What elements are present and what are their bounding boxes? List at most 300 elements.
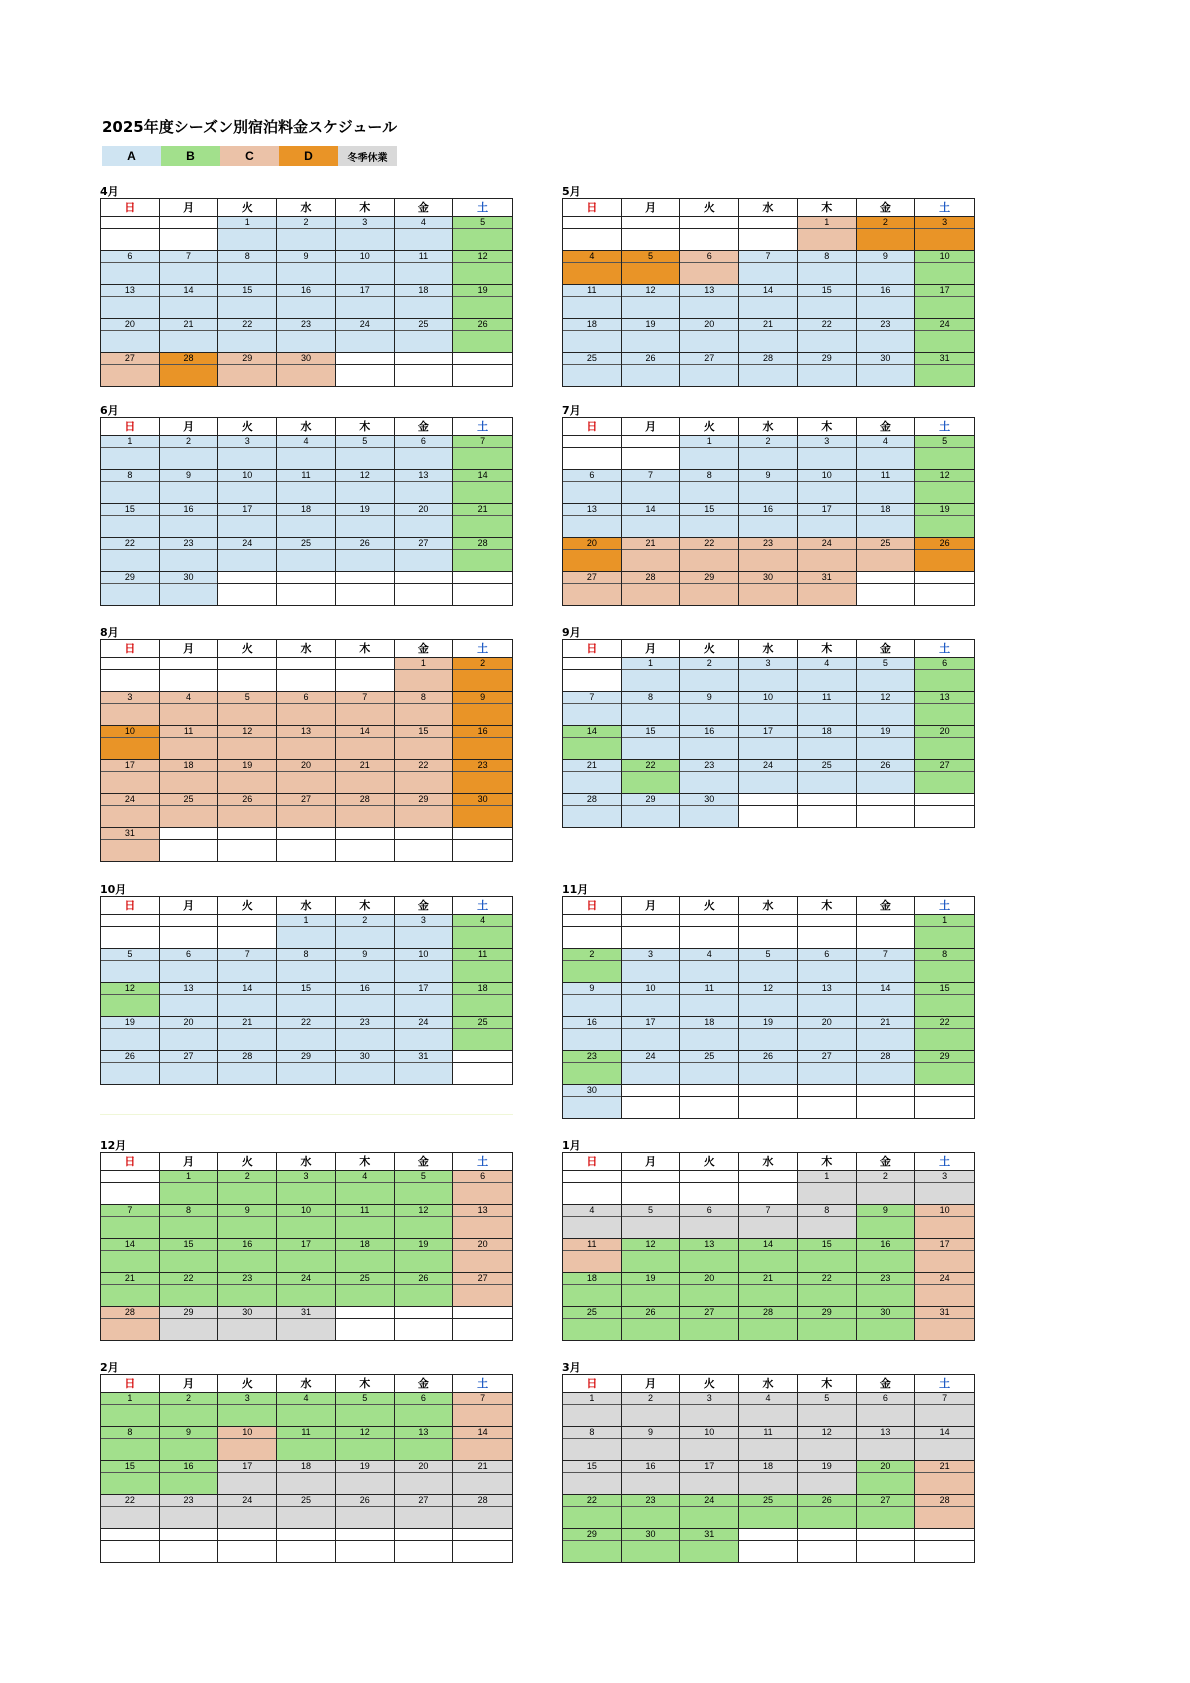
day-cell [218,726,277,759]
week-row [101,285,512,319]
day-cell [277,1461,336,1494]
day-number: 26 [857,760,915,772]
day-number: 12 [336,1427,394,1439]
weekday-label: 土 [939,1155,951,1168]
day-number: 7 [336,692,394,704]
week-row [563,1171,974,1205]
day-cell [622,353,681,386]
day-number: 2 [680,658,738,670]
empty-day-cell [336,1529,395,1562]
day-cell [622,692,681,725]
empty-day-number [798,1529,856,1541]
day-cell [336,760,395,793]
day-number: 23 [218,1273,276,1285]
day-number: 9 [563,983,621,995]
day-cell [395,1205,454,1238]
day-cell [915,1273,974,1306]
day-cell [915,915,974,948]
day-number: 25 [160,794,218,806]
day-number: 24 [739,760,797,772]
day-number: 10 [915,251,974,263]
day-number: 9 [218,1205,276,1217]
day-number: 22 [798,319,856,331]
day-number: 26 [739,1051,797,1063]
day-number: 13 [160,983,218,995]
week-row [563,572,974,605]
week-row [101,504,512,538]
day-number: 8 [160,1205,218,1217]
week-row [101,572,512,605]
day-number: 6 [160,949,218,961]
month-label: 5月 [562,185,581,198]
day-number: 9 [857,251,915,263]
day-cell [218,1205,277,1238]
day-number: 14 [739,285,797,297]
day-number: 16 [453,726,512,738]
day-number: 3 [915,1171,974,1183]
day-cell [277,1051,336,1084]
day-cell [395,1171,454,1204]
day-cell [798,1171,857,1204]
day-cell [336,436,395,469]
day-cell [622,1427,681,1460]
day-number: 8 [622,692,680,704]
day-number: 25 [453,1017,512,1029]
week-row [101,1529,512,1562]
empty-day-cell [218,915,277,948]
day-number: 29 [680,572,738,584]
empty-day-cell [915,794,974,827]
day-cell [680,436,739,469]
day-cell [277,1495,336,1528]
empty-day-cell [101,217,160,250]
weekday-label: 木 [336,897,395,914]
empty-day-number [101,1171,159,1183]
day-cell [218,760,277,793]
day-cell [160,1307,219,1340]
empty-day-number [453,1051,512,1063]
day-cell [680,353,739,386]
day-cell [622,658,681,691]
day-cell [563,1273,622,1306]
day-number: 25 [277,538,335,550]
day-number: 10 [101,726,159,738]
day-number: 27 [563,572,621,584]
empty-day-cell [739,1529,798,1562]
day-cell [680,1393,739,1426]
day-cell [680,1529,739,1562]
day-number: 18 [680,1017,738,1029]
week-row [101,1171,512,1205]
day-cell [680,1427,739,1460]
day-number: 20 [915,726,974,738]
weekday-label: 水 [739,897,798,914]
weekday-label: 火 [218,1153,277,1170]
day-number: 14 [857,983,915,995]
weekday-label: 火 [218,418,277,435]
week-row [101,1393,512,1427]
weekday-label: 金 [395,1153,454,1170]
day-cell [101,760,160,793]
day-number: 6 [857,1393,915,1405]
day-cell [680,1205,739,1238]
month-grid [562,1374,975,1563]
weekday-label: 水 [277,418,336,435]
empty-day-cell [336,353,395,386]
day-number: 17 [622,1017,680,1029]
day-cell [680,1051,739,1084]
month-label: 7月 [562,404,581,417]
weekday-label: 火 [218,1375,277,1392]
empty-day-cell [336,828,395,861]
day-cell [622,1051,681,1084]
day-number: 20 [101,319,159,331]
day-number: 5 [336,436,394,448]
day-number: 2 [336,915,394,927]
day-cell [622,983,681,1016]
day-number: 12 [798,1427,856,1439]
day-cell [680,572,739,605]
week-row [101,658,512,692]
day-cell [336,1239,395,1272]
day-number: 8 [101,470,159,482]
day-number: 9 [336,949,394,961]
day-cell [218,1171,277,1204]
day-cell [739,251,798,284]
week-row [563,251,974,285]
weekday-label: 日 [563,640,622,657]
empty-day-number [739,1171,797,1183]
day-number: 22 [395,760,453,772]
day-number: 9 [160,1427,218,1439]
day-number: 16 [218,1239,276,1251]
day-cell [277,915,336,948]
day-number: 16 [160,504,218,516]
day-number: 19 [218,760,276,772]
day-number: 11 [680,983,738,995]
day-number: 22 [101,1495,159,1507]
day-number: 6 [680,251,738,263]
day-number: 5 [622,1205,680,1217]
day-number: 7 [915,1393,974,1405]
day-cell [798,1051,857,1084]
day-cell [622,470,681,503]
day-number: 13 [680,285,738,297]
empty-day-cell [680,1171,739,1204]
day-number: 27 [915,760,974,772]
day-cell [739,504,798,537]
day-number: 4 [395,217,453,229]
day-number: 18 [277,504,335,516]
day-number: 9 [857,1205,915,1217]
day-number: 11 [277,470,335,482]
weekday-label: 火 [680,418,739,435]
weekday-label: 木 [798,199,857,216]
empty-day-cell [680,1085,739,1118]
day-cell [101,726,160,759]
day-cell [680,1461,739,1494]
day-number: 7 [101,1205,159,1217]
day-number: 1 [798,1171,856,1183]
day-number: 21 [563,760,621,772]
day-number: 27 [680,1307,738,1319]
weekday-label: 日 [563,1153,622,1170]
day-number: 16 [277,285,335,297]
day-cell [101,319,160,352]
empty-day-number [563,1171,621,1183]
day-number: 5 [101,949,159,961]
weekday-header [101,418,512,436]
day-cell [277,726,336,759]
day-cell [101,251,160,284]
day-number: 17 [218,504,276,516]
weekday-label: 月 [160,199,219,216]
day-number: 30 [563,1085,621,1097]
day-number: 15 [622,726,680,738]
month-label: 6月 [100,404,119,417]
day-number: 14 [563,726,621,738]
day-number: 7 [857,949,915,961]
day-cell [915,1205,974,1238]
day-cell [336,1495,395,1528]
day-number: 30 [277,353,335,365]
day-number: 16 [336,983,394,995]
day-cell [336,217,395,250]
day-cell [160,1171,219,1204]
day-number: 1 [798,217,856,229]
empty-day-cell [915,1529,974,1562]
day-cell [218,692,277,725]
day-number: 19 [336,1461,394,1473]
day-number: 23 [160,538,218,550]
empty-day-cell [101,915,160,948]
day-number: 8 [218,251,276,263]
weekday-label: 木 [336,199,395,216]
weekday-label: 水 [739,1153,798,1170]
day-number: 17 [915,285,974,297]
day-number: 18 [336,1239,394,1251]
day-cell [563,760,622,793]
empty-day-cell [622,915,681,948]
empty-day-cell [739,1171,798,1204]
weekday-label: 金 [857,1153,916,1170]
day-cell [563,1205,622,1238]
day-cell [857,319,916,352]
day-cell [336,538,395,571]
empty-day-number [915,1085,974,1097]
day-cell [101,1017,160,1050]
day-cell [453,794,512,827]
day-number: 16 [160,1461,218,1473]
day-number: 6 [563,470,621,482]
day-cell [277,1017,336,1050]
week-row [563,436,974,470]
day-number: 5 [218,692,276,704]
day-cell [857,726,916,759]
day-cell [101,1205,160,1238]
month-label: 11月 [562,883,589,896]
weekday-label: 月 [622,1153,681,1170]
weekday-header [563,1153,974,1171]
day-cell [622,1017,681,1050]
day-cell [915,353,974,386]
day-cell [218,436,277,469]
day-cell [622,1239,681,1272]
day-cell [857,949,916,982]
day-cell [680,692,739,725]
day-number: 18 [563,1273,621,1285]
month-label: 3月 [562,1361,581,1374]
day-number: 2 [857,1171,915,1183]
weekday-label: 日 [563,418,622,435]
day-number: 28 [101,1307,159,1319]
day-number: 10 [739,692,797,704]
day-cell [277,1427,336,1460]
day-number: 27 [395,538,453,550]
day-number: 24 [277,1273,335,1285]
day-cell [915,983,974,1016]
weekday-label: 水 [277,1375,336,1392]
day-cell [563,794,622,827]
weekday-label: 木 [336,1153,395,1170]
day-cell [160,949,219,982]
day-number: 27 [453,1273,512,1285]
empty-day-number [277,572,335,584]
day-number: 2 [277,217,335,229]
day-number: 8 [395,692,453,704]
empty-day-number [395,1529,453,1541]
day-number: 15 [218,285,276,297]
weekday-label: 土 [477,899,489,912]
day-number: 27 [101,353,159,365]
day-number: 4 [563,1205,621,1217]
day-number: 25 [798,760,856,772]
day-number: 21 [622,538,680,550]
day-number: 8 [680,470,738,482]
empty-day-number [277,1529,335,1541]
day-cell [680,658,739,691]
month-grid [100,1152,513,1341]
day-cell [680,1495,739,1528]
day-cell [395,1017,454,1050]
day-cell [915,1017,974,1050]
weekday-header [563,418,974,436]
day-cell [336,504,395,537]
day-cell [101,1239,160,1272]
empty-day-number [160,915,218,927]
day-number: 31 [915,353,974,365]
day-number: 8 [915,949,974,961]
day-number: 25 [277,1495,335,1507]
day-number: 20 [563,538,621,550]
empty-day-number [739,1085,797,1097]
day-number: 2 [160,1393,218,1405]
weekday-label: 火 [680,1375,739,1392]
day-number: 2 [739,436,797,448]
month-grid [100,639,513,862]
day-number: 25 [563,353,621,365]
week-row [101,794,512,828]
week-row [101,353,512,386]
day-number: 26 [622,1307,680,1319]
empty-day-number [395,1307,453,1319]
day-number: 18 [395,285,453,297]
day-number: 29 [277,1051,335,1063]
day-number: 29 [798,353,856,365]
weekday-label: 金 [857,418,916,435]
day-number: 28 [739,353,797,365]
day-number: 5 [798,1393,856,1405]
day-number: 27 [395,1495,453,1507]
day-number: 2 [857,217,915,229]
day-cell [915,1461,974,1494]
day-cell [622,760,681,793]
day-number: 4 [798,658,856,670]
legend-winter-closure: 冬季休業 [338,146,397,166]
empty-day-cell [622,1085,681,1118]
day-number: 22 [798,1273,856,1285]
day-cell [218,1051,277,1084]
weekday-label: 土 [477,420,489,433]
day-number: 11 [336,1205,394,1217]
day-cell [915,319,974,352]
day-number: 18 [277,1461,335,1473]
day-number: 8 [101,1427,159,1439]
day-number: 30 [857,1307,915,1319]
day-number: 15 [798,1239,856,1251]
day-cell [915,538,974,571]
day-number: 22 [563,1495,621,1507]
day-cell [915,1239,974,1272]
day-cell [277,1307,336,1340]
weekday-label: 日 [101,1375,160,1392]
day-number: 9 [680,692,738,704]
day-cell [395,760,454,793]
day-cell [336,949,395,982]
day-cell [336,251,395,284]
day-cell [453,1273,512,1306]
week-row [563,1495,974,1529]
day-number: 19 [336,504,394,516]
day-number: 14 [218,983,276,995]
empty-day-cell [336,1307,395,1340]
week-row [101,726,512,760]
day-number: 22 [160,1273,218,1285]
day-number: 10 [622,983,680,995]
day-number: 14 [160,285,218,297]
day-number: 9 [160,470,218,482]
day-cell [453,217,512,250]
day-cell [563,1085,622,1118]
day-number: 26 [218,794,276,806]
legend-c: C [220,146,279,166]
day-cell [218,1273,277,1306]
day-number: 28 [563,794,621,806]
day-cell [395,658,454,691]
month-label: 4月 [100,185,119,198]
empty-day-cell [277,658,336,691]
day-number: 5 [336,1393,394,1405]
day-cell [160,436,219,469]
day-number: 6 [680,1205,738,1217]
empty-day-cell [160,658,219,691]
day-cell [336,1171,395,1204]
empty-day-number [680,915,738,927]
day-number: 1 [218,217,276,229]
day-cell [160,353,219,386]
day-cell [336,1017,395,1050]
day-cell [101,353,160,386]
